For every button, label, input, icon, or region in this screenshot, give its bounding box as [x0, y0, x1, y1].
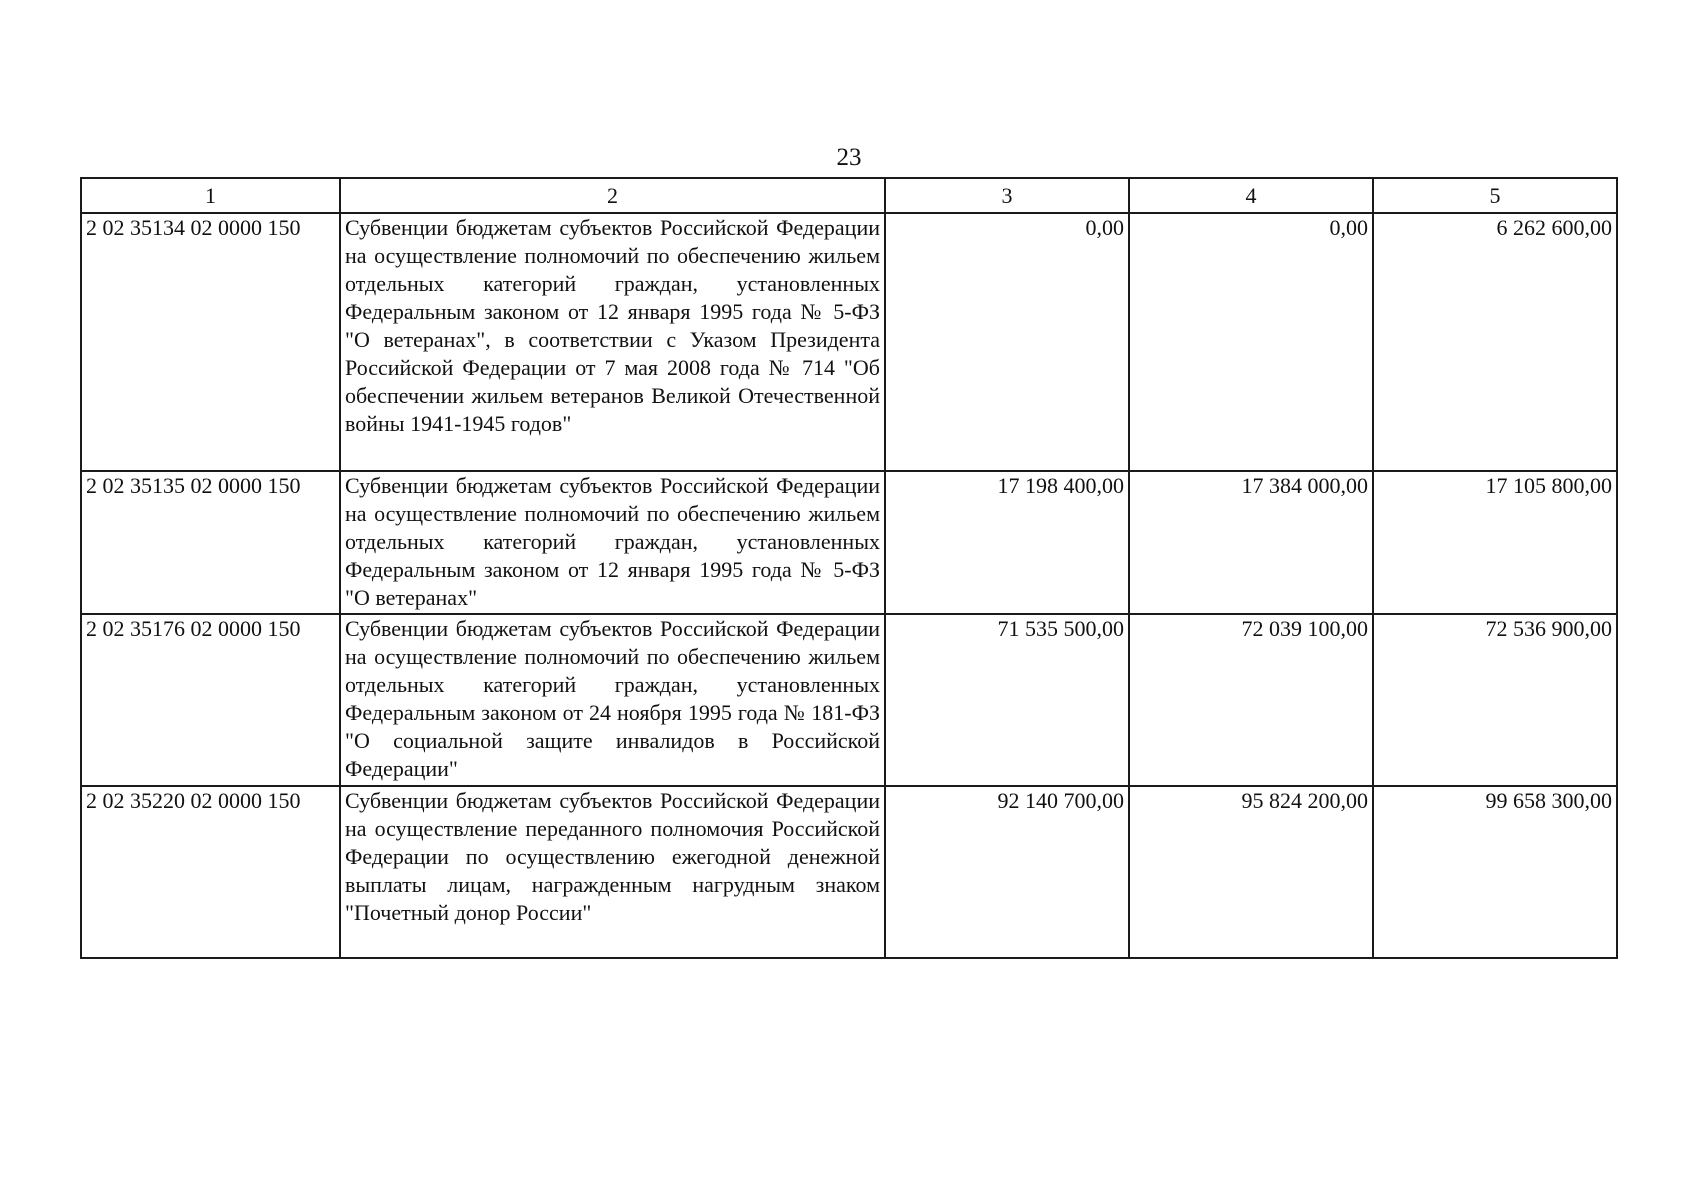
budget-code: 2 02 35220 02 0000 150: [81, 786, 340, 958]
column-header-1: 1: [81, 178, 340, 213]
amount-col3: 92 140 700,00: [885, 786, 1129, 958]
column-header-4: 4: [1129, 178, 1373, 213]
amount-col4: 17 384 000,00: [1129, 471, 1373, 614]
column-header-3: 3: [885, 178, 1129, 213]
budget-table: [80, 177, 1618, 959]
table-row: [81, 786, 1617, 958]
table-row: [81, 213, 1617, 471]
budget-code: 2 02 35135 02 0000 150: [81, 471, 340, 614]
page-number: 23: [836, 144, 862, 171]
row-description: Субвенции бюджетам субъектов Российской Федерации на осуществление полномочий по обеспечению жильем отдельных категорий граждан, установленных Федеральным законом от 12 января 1995 года № 5-ФЗ "О ветеранах": [340, 471, 885, 614]
budget-code: 2 02 35134 02 0000 150: [81, 213, 340, 471]
amount-col3: 17 198 400,00: [885, 471, 1129, 614]
amount-col4: 95 824 200,00: [1129, 786, 1373, 958]
table-header-row: [81, 178, 1617, 213]
budget-code: 2 02 35176 02 0000 150: [81, 614, 340, 786]
amount-col5: 6 262 600,00: [1373, 213, 1617, 471]
row-description: Субвенции бюджетам субъектов Российской Федерации на осуществление переданного полномочия Российской Федерации по осуществлению ежегодной денежной выплаты лицам, награжденным нагрудным знаком "Почетный донор России": [340, 786, 885, 958]
column-header-2: 2: [340, 178, 885, 213]
amount-col3: 0,00: [885, 213, 1129, 471]
row-description: Субвенции бюджетам субъектов Российской Федерации на осуществление полномочий по обеспечению жильем отдельных категорий граждан, установленных Федеральным законом от 24 ноября 1995 года № 181-ФЗ "О социальной защите инвалидов в Российской Федерации": [340, 614, 885, 786]
amount-col5: 99 658 300,00: [1373, 786, 1617, 958]
amount-col5: 72 536 900,00: [1373, 614, 1617, 786]
amount-col4: 0,00: [1129, 213, 1373, 471]
amount-col3: 71 535 500,00: [885, 614, 1129, 786]
table-row: [81, 614, 1617, 786]
column-header-5: 5: [1373, 178, 1617, 213]
table-row: [81, 471, 1617, 614]
row-description: Субвенции бюджетам субъектов Российской Федерации на осуществление полномочий по обеспечению жильем отдельных категорий граждан, установленных Федеральным законом от 12 января 1995 года № 5-ФЗ "О ветеранах", в соответствии с Указом Президента Российской Федерации от 7 мая 2008 года № 714 "Об обеспечении жильем ветеранов Великой Отечественной войны 1941-1945 годов": [340, 213, 885, 471]
amount-col4: 72 039 100,00: [1129, 614, 1373, 786]
amount-col5: 17 105 800,00: [1373, 471, 1617, 614]
